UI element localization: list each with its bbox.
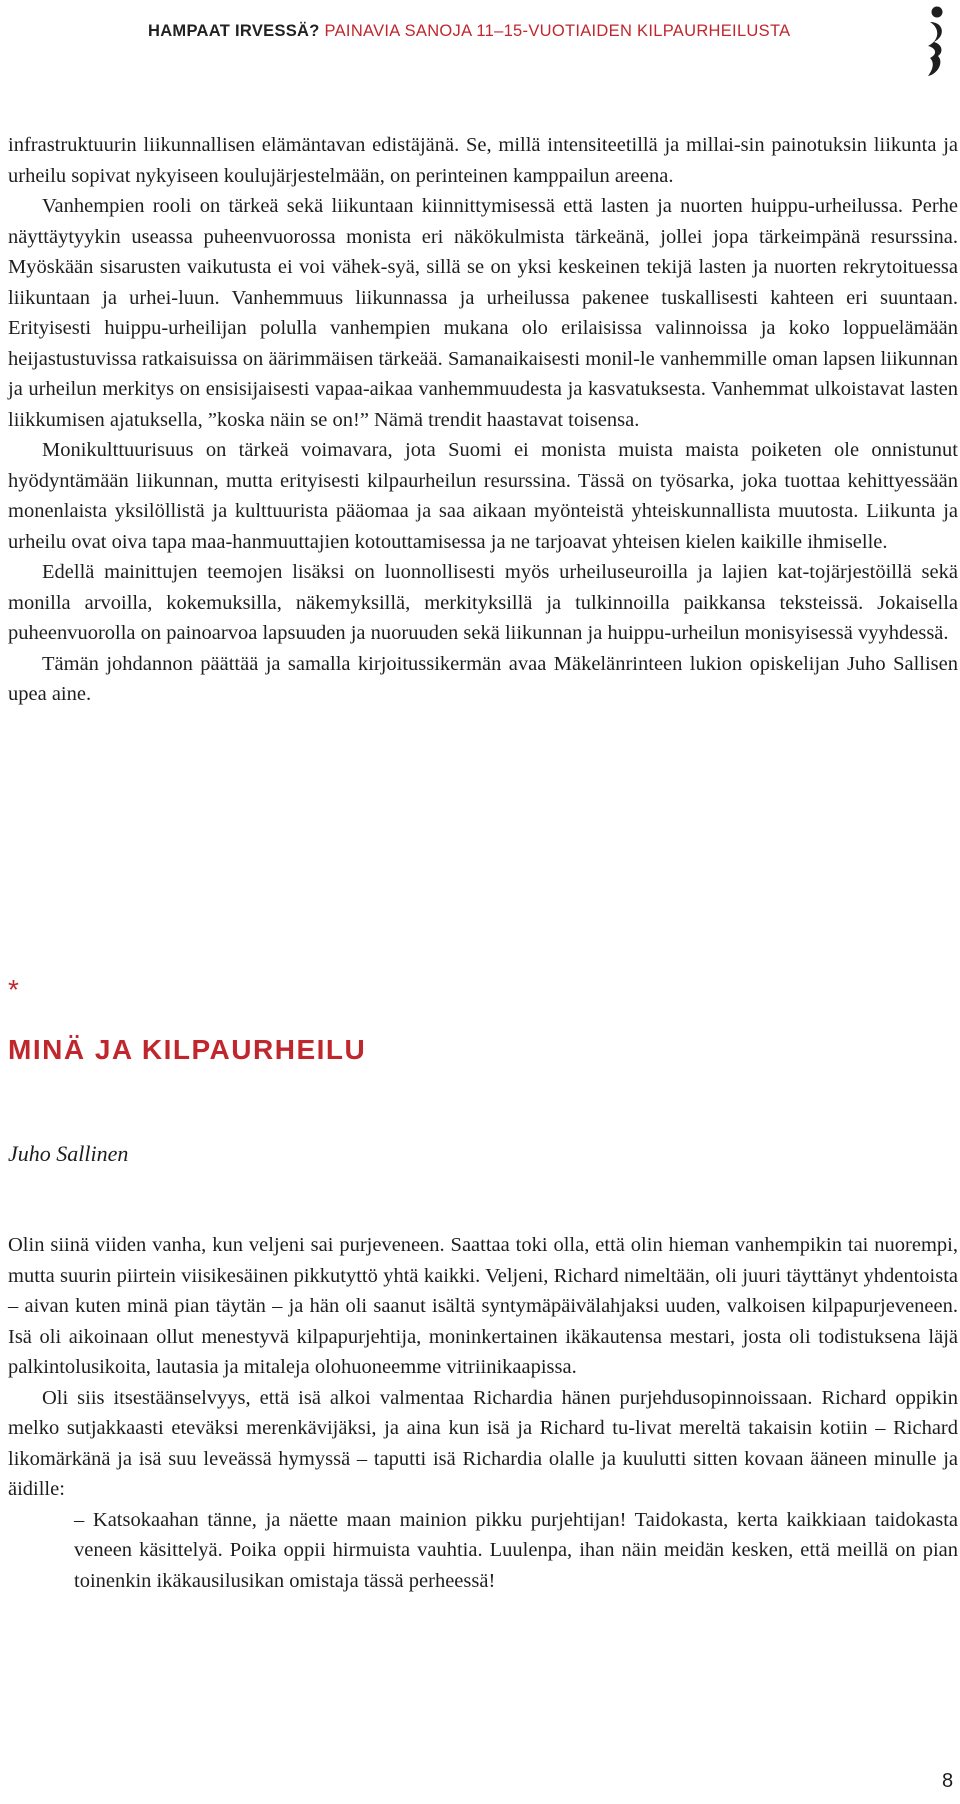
intro-paragraph: Vanhempien rooli on tärkeä sekä liikuntaan kiinnittymisessä että lasten ja nuorten huippu-urheilussa. Perhe näyttäytyykin useassa puheenvuorossa monista eri näkökulmista tärkeänä, jollei jopa tärkeimpänä resurssina. Myöskään sisarusten vaikutusta ei voi vähek-syä, sillä se on yksi keskeinen tekijä lasten ja nuorten rekrytoituessa liikuntaan ja urhei-luun. Vanhemmuus liikunnassa ja urheilussa pakenee tuskallisesti kahteen eri suuntaan. Erityisesti huippu-urheilijan polulla vanhempien mukana olo erilaisissa valinnoissa ja koko loppuelämään heijastustuvissa ratkaisuissa on äärimmäisen tärkeää. Samanaikaisesti monil-le vanhemmille oman lapsen liikunnan ja urheilun merkitys on ensisijaisesti vapaa-aikaa vanhemmuudesta ja kasvatuksesta. Vanhemmat ulkoistavat lasten liikkumisen ajatuksella, ”koska näin se on!” Nämä trendit haastavat toisensa. [8, 195, 958, 431]
running-header [148, 22, 908, 41]
page-number: 8 [942, 1770, 954, 1792]
essay-paragraph: Oli siis itsestäänselvyys, että isä alkoi valmentaa Richardia hänen purjehdusopinnoissaan. Richard oppikin melko sutjakkaasti eteväksi merenkävijäksi, ja aina kun isä ja Richard tu-livat mereltä takaisin kotiin – Richard likomärkänä ja isä suu leveässä hymyssä – taputti isä Richardia olalle ja kuulutti sitten kovaan ääneen minulle ja äidille: [8, 1386, 958, 1500]
essay-quote: – Katsokaahan tänne, ja näette maan mainion pikku purjehtijan! Taidokasta, kerta kaikkiaan taidokasta veneen käsittelyä. Poika oppii hirmuista vauhtia. Luulenpa, ihan näin meidän kesken, että meillä on pian toinenkin ikäkausilusikan omistaja tässä perheessä! [74, 1508, 958, 1592]
header-title: HAMPAAT IRVESSÄ? [148, 22, 320, 40]
author-name: Juho Sallinen [8, 1141, 129, 1166]
intro-paragraph: Monikulttuurisuus on tärkeä voimavara, jota Suomi ei monista muista maista poiketen ole onnistunut hyödyntämään liikunnan, mutta erityisesti kilpaurheilun resurssina. Tässä on työsarka, joka tuottaa kehittyessään monenlaista yksilöllistä ja kulttuurista pääomaa ja saa aikaan myönteistä yhteiskunnallista muutosta. Liikunta ja urheilu ovat oiva tapa maa-hanmuuttajien kotouttamisessa ja ne tarjoavat yhteisen kielen kaikille ihmiselle. [8, 439, 958, 553]
essay-text [8, 1230, 958, 1596]
stylized-figure-icon [920, 4, 954, 78]
essay-paragraph: Olin siinä viiden vanha, kun veljeni sai purjeveneen. Saattaa toki olla, että olin hieman vanhempikin tai nuorempi, mutta suurin piirtein viisikesäinen pikkutyttö yhtä kaikki. Veljeni, Richard nimeltään, oli juuri täyttänyt yhdentoista – aivan kuten minä pian täytän – ja hän oli saanut isältä syntymäpäivälahjaksi uuden, valkoisen kilpapurjeveneen. Isä oli aikoinaan ollut menestyvä kilpapurjehtija, moninkertainen ikäkautensa mestari, josta oli todistuksena läjä palkintolusikoita, lautasia ja mitaleja olohuoneemme vitriinikaapissa. [8, 1234, 958, 1378]
section-asterisk: * [8, 974, 19, 1005]
intro-text [8, 130, 958, 710]
intro-paragraph: infrastruktuurin liikunnallisen elämäntavan edistäjänä. Se, millä intensiteetillä ja millai-sin painotuksin liikunta ja urheilu sopivat nykyiseen koulujärjestelmään, on perinteinen kamppailun areena. [8, 134, 958, 187]
intro-paragraph: Tämän johdannon päättää ja samalla kirjoitussikermän avaa Mäkelänrinteen lukion opiskelijan Juho Sallisen upea aine. [8, 652, 958, 705]
section-title: MINÄ JA KILPAURHEILU [8, 1034, 367, 1065]
header-subtitle: PAINAVIA SANOJA 11–15-VUOTIAIDEN KILPAURHEILUSTA [324, 22, 791, 40]
intro-paragraph: Edellä mainittujen teemojen lisäksi on luonnollisesti myös urheiluseuroilla ja lajien kat-tojärjestöillä sekä monilla arvoilla, kokemuksilla, näkemyksillä, merkityksillä ja tulkinnoilla paikkansa teksteissä. Jokaisella puheenvuorolla on painoarvoa lapsuuden ja nuoruuden sekä liikunnan ja huippu-urheilun monisyisessä vyyhdessä. [8, 561, 958, 644]
